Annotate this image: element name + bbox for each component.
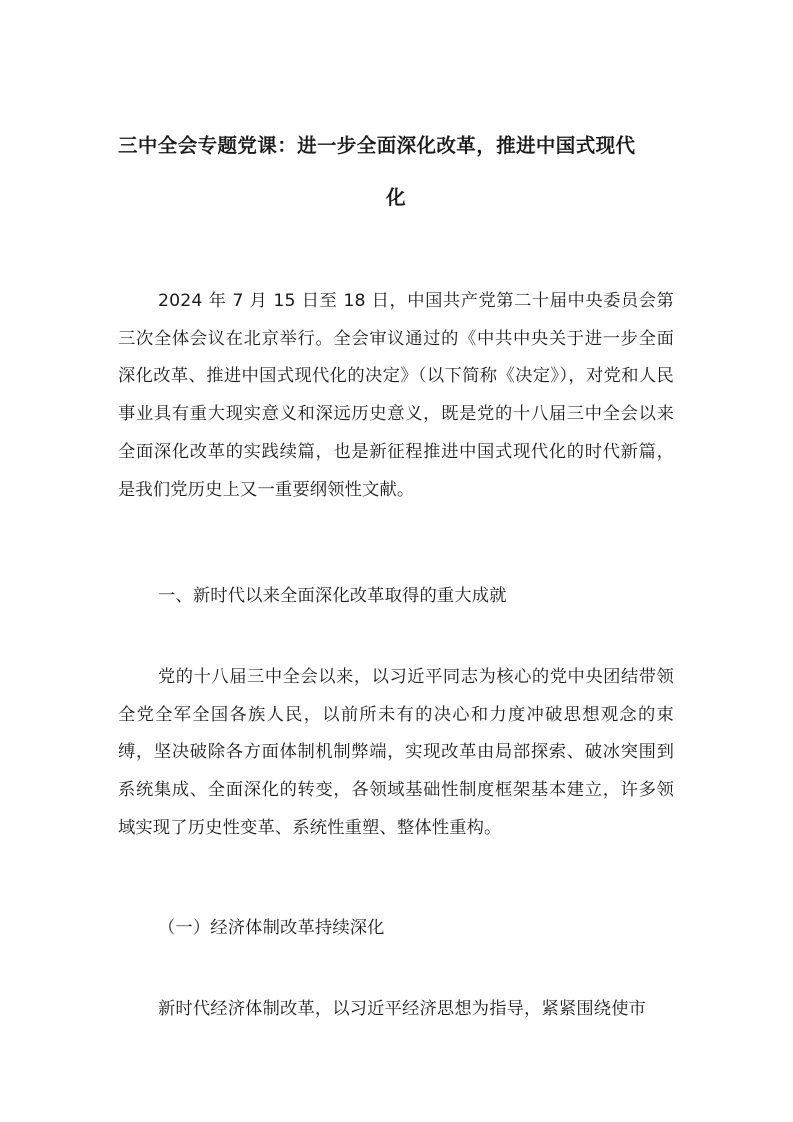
section-1-paragraph: 党的十八届三中全会以来，以习近平同志为核心的党中央团结带领全党全军全国各族人民，以前所未有的决心和力度冲破思想观念的束缚，坚决破除各方面体制机制弊端，实现改革由局部探索、破冰突围到系统集成、全面深化的转变，各领域基础性制度框架基本建立，许多领域实现了历史性变革、系统性重塑、整体性重构。 xyxy=(118,667,674,838)
subsection-1-heading: （一）经济体制改革持续深化 xyxy=(158,918,385,938)
document-title-line-1: 三中全会专题党课：进一步全面深化改革，推进中国式现代 xyxy=(118,134,636,157)
intro-paragraph: 2024 年 7 月 15 日至 18 日，中国共产党第二十届中央委员会第三次全体会议在北京举行。全会审议通过的《中共中央关于进一步全面深化改革、推进中国式现代化的决定》（以下简称《决定》），对党和人民事业具有重大现实意义和深远历史意义，既是党的十八届三中全会以来全面深化改革的实践续篇，也是新征程推进中国式现代化的时代新篇，是我们党历史上又一重要纲领性文献。 xyxy=(118,291,674,500)
subsection-1-paragraph: 新时代经济体制改革，以习近平经济思想为指导，紧紧围绕使市 xyxy=(158,999,647,1019)
document-title-line-2: 化 xyxy=(386,186,406,209)
section-1-heading: 一、新时代以来全面深化改革取得的重大成就 xyxy=(158,586,507,606)
